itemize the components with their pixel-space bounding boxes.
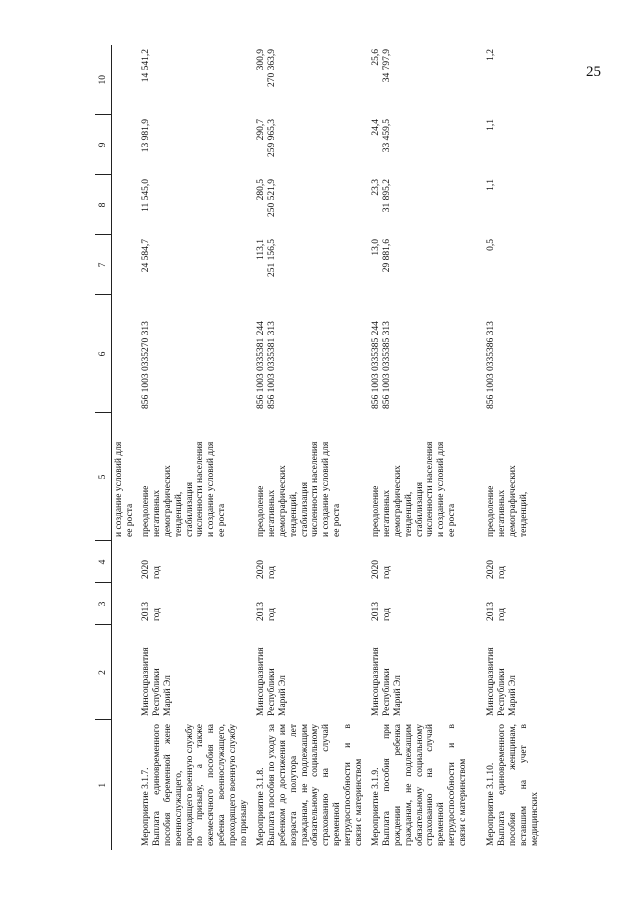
table-row xyxy=(368,45,483,850)
activity-description: Мероприятие 3.1.7. Выплата единовременного пособия беременной жене военнослужащего, проходящего военную службу по призыву, а также ежемесячного пособия на ребенка военнослужащего, проходящего военную службу по призыву xyxy=(140,724,250,846)
start-year: 2013 год xyxy=(485,602,507,621)
start-year: 2013 год xyxy=(370,602,392,621)
table-row xyxy=(483,45,598,850)
expected-result: преодоление негативных демографических тенденций, стабилизация численности населения и создание условий для ее роста xyxy=(140,441,228,537)
activity-description: Мероприятие 3.1.8. Выплата пособия по уходу за ребенком до достижения им возраста полутора лет гражданам, не подлежащим обязательному социальному страхованию на случай временной нетрудоспособности и в связи с материнством xyxy=(255,724,365,846)
budget-code: 856 1003 0335270 313 xyxy=(140,321,151,409)
continuation-text: и создание условий для ее роста xyxy=(114,441,135,537)
activity-description: Мероприятие 3.1.9. Выплата пособия при рождении ребенка гражданам, не подлежащим обязательному социальному страхованию на случай временной нетрудоспособности и в связи с материнством xyxy=(370,724,469,846)
value-col7: 24 584,7 xyxy=(140,239,151,273)
end-year: 2020 год xyxy=(140,560,162,579)
value-col8: 280,5 250 521,9 xyxy=(255,179,277,217)
value-col7: 113,1 251 156,5 xyxy=(255,239,277,277)
continuation-row xyxy=(112,45,138,850)
column-header: 5 xyxy=(95,413,112,541)
budget-code: 856 1003 0335386 313 xyxy=(485,321,496,409)
start-year: 2013 год xyxy=(140,602,162,621)
responsible-executor: Минсоцразвития Республики Марий Эл xyxy=(140,647,173,716)
column-header: 4 xyxy=(95,541,112,583)
column-header: 8 xyxy=(95,175,112,235)
column-header: 1 xyxy=(95,720,112,850)
value-col9: 13 981,9 xyxy=(140,119,151,153)
responsible-executor: Минсоцразвития Республики Марий Эл xyxy=(370,647,403,716)
expected-result: преодоление негативных демографических тенденций, xyxy=(485,465,529,537)
program-activities-table xyxy=(95,45,598,850)
column-header: 6 xyxy=(95,295,112,413)
value-col8: 1,1 xyxy=(485,179,496,191)
rotated-document-table xyxy=(95,45,575,850)
column-header: 10 xyxy=(95,45,112,115)
end-year: 2020 год xyxy=(370,560,392,579)
value-col10: 300,9 270 363,9 xyxy=(255,49,277,87)
value-col10: 25,6 34 797,9 xyxy=(370,49,392,83)
value-col9: 290,7 259 965,3 xyxy=(255,119,277,157)
value-col10: 14 541,2 xyxy=(140,49,151,83)
value-col7: 13,0 29 881,6 xyxy=(370,239,392,273)
column-header: 9 xyxy=(95,115,112,175)
value-col9: 1,1 xyxy=(485,119,496,131)
column-header: 2 xyxy=(95,625,112,720)
activity-description: Мероприятие 3.1.10. Выплата единовременного пособия женщинам, вставшим на учет в медицинских xyxy=(485,724,540,846)
expected-result: преодоление негативных демографических тенденций, стабилизация численности населения и создание условий для ее роста xyxy=(370,441,458,537)
end-year: 2020 год xyxy=(485,560,507,579)
value-col7: 0,5 xyxy=(485,239,496,251)
budget-code: 856 1003 0335385 244 856 1003 0335385 313 xyxy=(370,321,392,409)
column-header: 7 xyxy=(95,235,112,295)
responsible-executor: Минсоцразвития Республики Марий Эл xyxy=(255,647,288,716)
value-col9: 24,4 33 459,5 xyxy=(370,119,392,153)
end-year: 2020 год xyxy=(255,560,277,579)
expected-result: преодоление негативных демографических тенденций, стабилизация численности населения и создание условий для ее роста xyxy=(255,441,343,537)
value-col10: 1,2 xyxy=(485,49,496,61)
page-number: 25 xyxy=(586,64,601,80)
column-header: 3 xyxy=(95,583,112,625)
budget-code: 856 1003 0335381 244 856 1003 0335381 313 xyxy=(255,321,277,409)
column-number-header-row xyxy=(95,45,112,850)
table-row xyxy=(253,45,368,850)
responsible-executor: Минсоцразвития Республики Марий Эл xyxy=(485,647,518,716)
table-row xyxy=(138,45,253,850)
value-col8: 23,3 31 895,2 xyxy=(370,179,392,213)
value-col8: 11 545,0 xyxy=(140,179,151,212)
start-year: 2013 год xyxy=(255,602,277,621)
